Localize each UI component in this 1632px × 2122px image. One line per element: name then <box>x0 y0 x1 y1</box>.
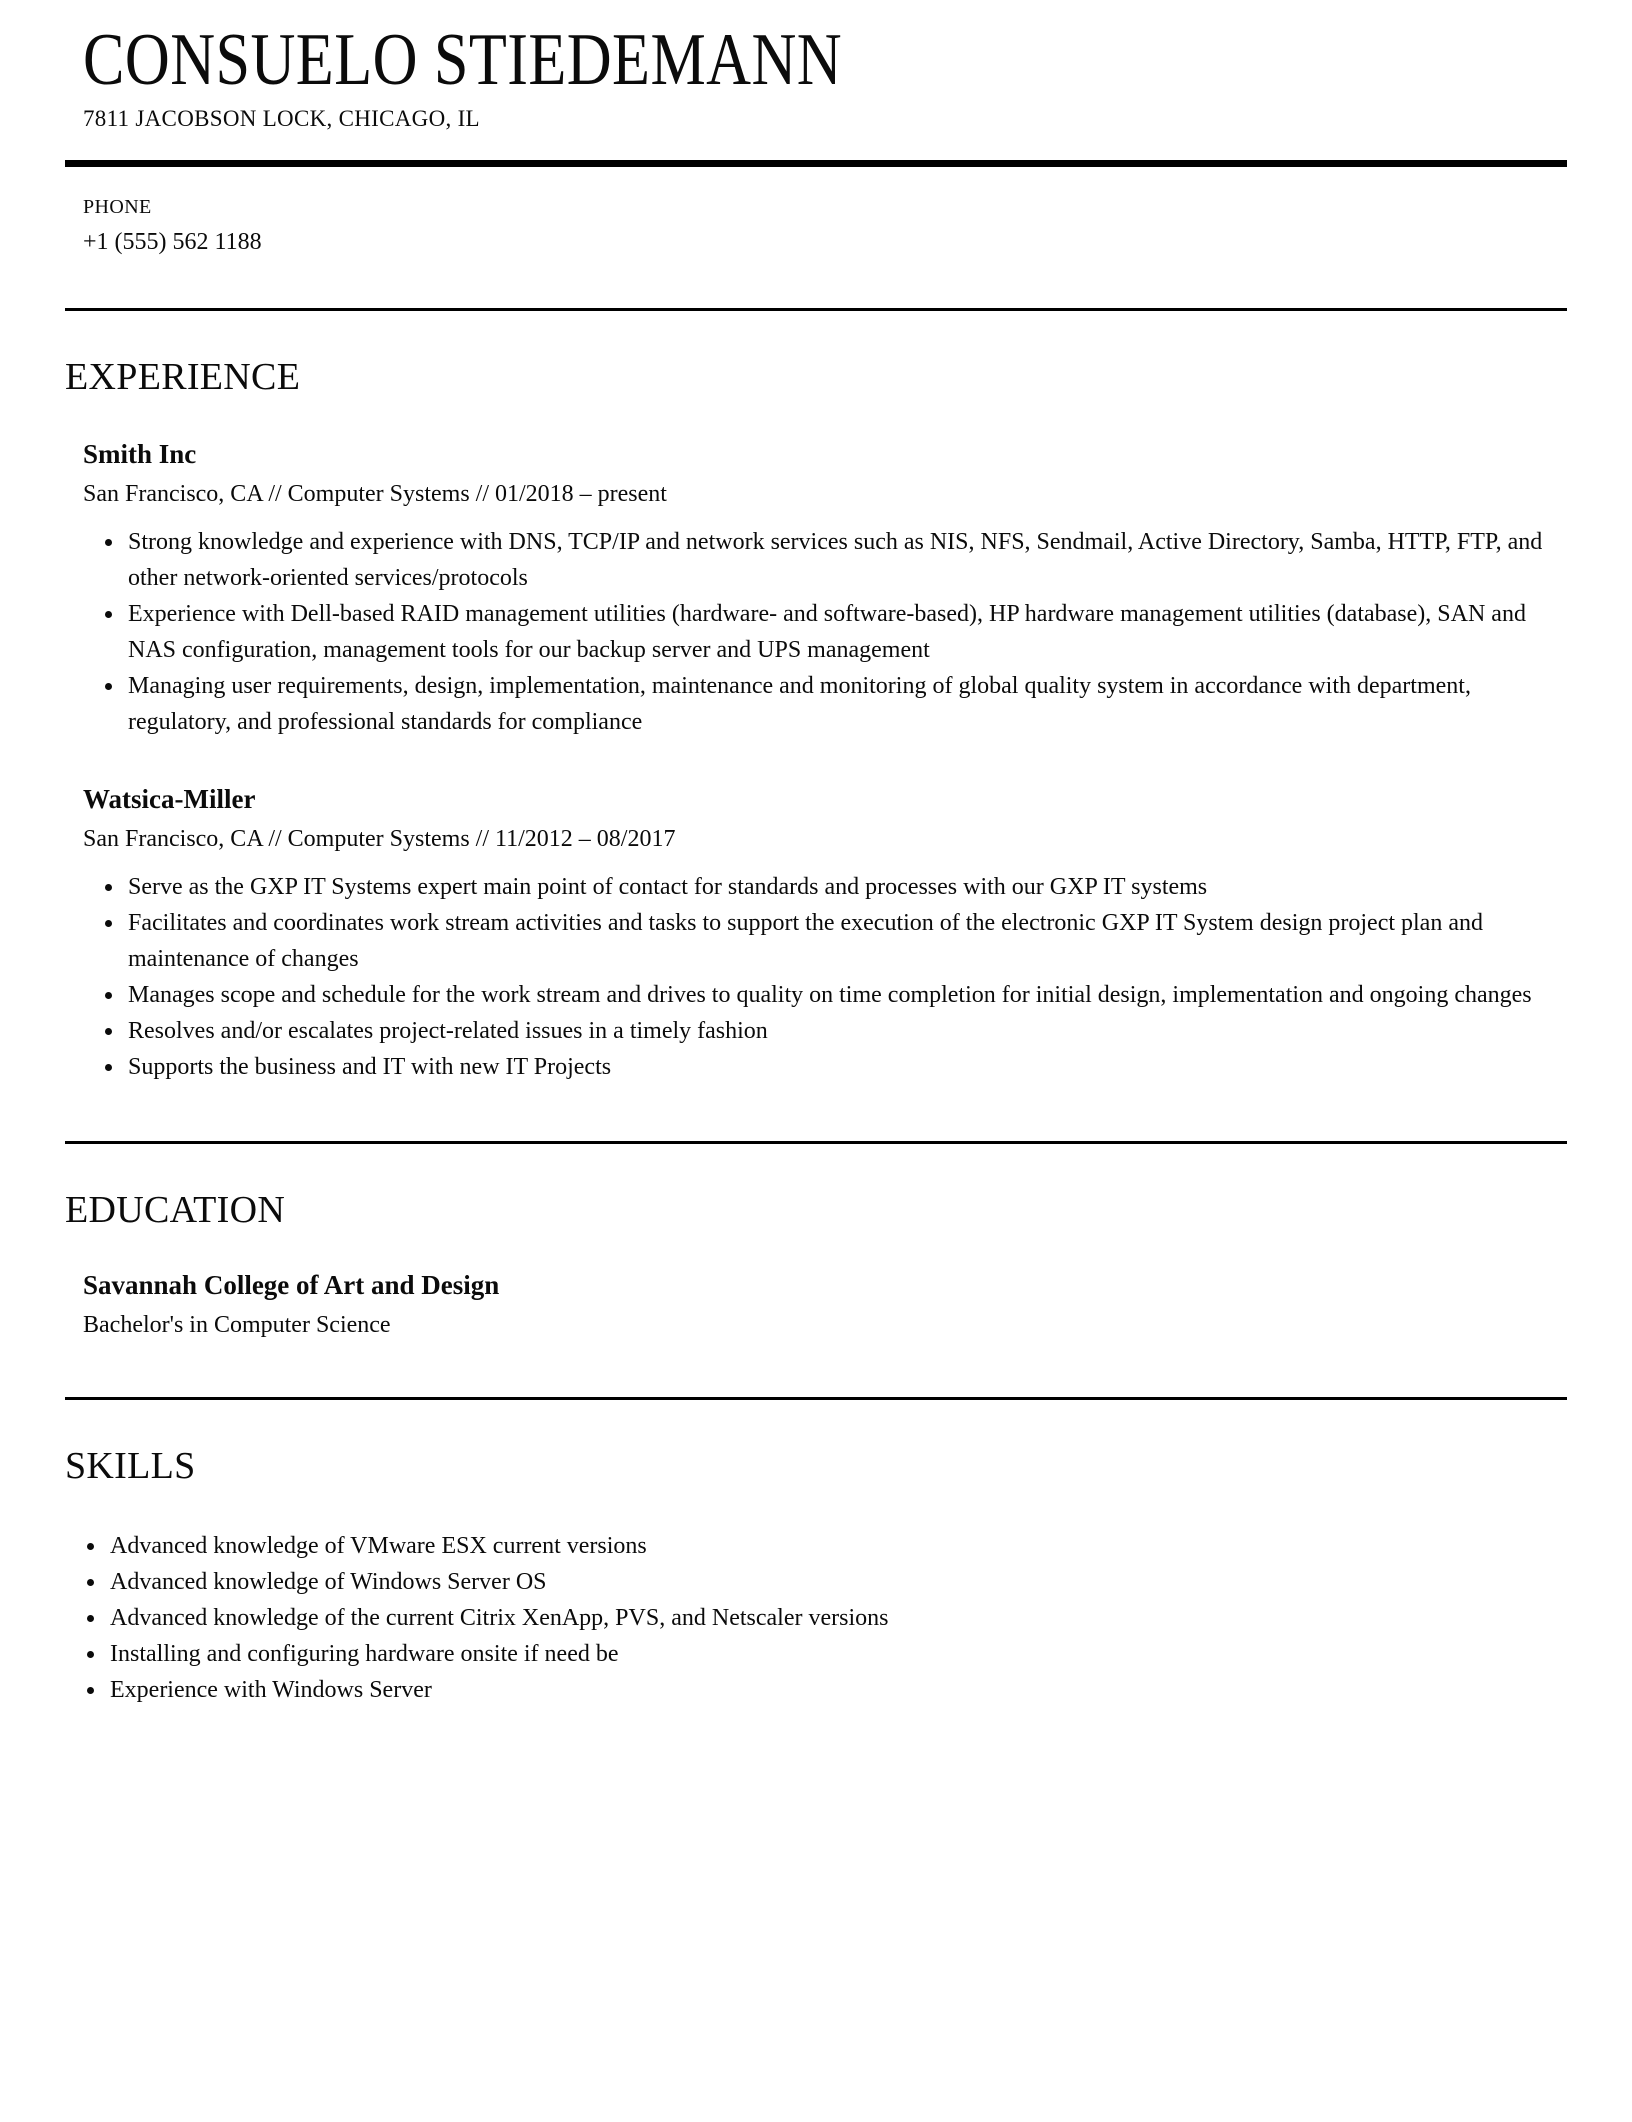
bullet-marker <box>105 920 112 927</box>
bullet-item <box>105 905 1545 977</box>
bullet-text: Strong knowledge and experience with DNS, TCP/IP and network services such as NIS, NFS, Sendmail, Active Directory, Samba, HTTP, FTP, and other network-oriented services/protocols <box>128 529 1543 591</box>
resume-page <box>0 19 1632 2122</box>
bullet-text: Experience with Dell-based RAID management utilities (hardware- and software-based), HP hardware management utilities (database), SAN and NAS configuration, management tools for our backup server and UPS management <box>128 601 1526 663</box>
bullet-text: Experience with Windows Server <box>110 1677 432 1703</box>
experience-heading: EXPERIENCE <box>65 356 301 398</box>
job-meta: San Francisco, CA // Computer Systems // 01/2018 – present <box>83 481 667 507</box>
bullet-marker <box>105 1028 112 1035</box>
bullet-text: Manages scope and schedule for the work stream and drives to quality on time completion for initial design, implementation and ongoing changes <box>128 982 1532 1008</box>
bullet-item <box>105 1049 1545 1085</box>
bullet-item <box>105 869 1545 905</box>
education-heading: EDUCATION <box>65 1189 286 1231</box>
contact-block <box>83 195 1567 256</box>
education-school: Savannah College of Art and Design <box>83 1270 500 1300</box>
skills-section <box>65 1445 1567 1708</box>
bullet-item <box>87 1600 1527 1636</box>
education-entry <box>83 1270 1567 1340</box>
bullet-item <box>87 1528 1527 1564</box>
experience-divider <box>65 1141 1567 1144</box>
job-meta: San Francisco, CA // Computer Systems // 11/2012 – 08/2017 <box>83 826 676 852</box>
bullet-item <box>105 977 1545 1013</box>
skills-list <box>87 1528 1567 1708</box>
bullet-text: Resolves and/or escalates project-related issues in a timely fashion <box>128 1018 768 1044</box>
bullet-item <box>105 524 1545 596</box>
bullet-text: Advanced knowledge of Windows Server OS <box>110 1569 547 1595</box>
bullet-text: Supports the business and IT with new IT Projects <box>128 1054 612 1080</box>
bullet-marker <box>87 1543 94 1550</box>
bullet-text: Facilitates and coordinates work stream activities and tasks to support the execution of the electronic GXP IT System design project plan and maintenance of changes <box>128 910 1483 972</box>
bullet-marker <box>87 1615 94 1622</box>
job-company: Watsica-Miller <box>83 784 256 814</box>
education-divider <box>65 1397 1567 1400</box>
job-bullet-list <box>105 869 1567 1085</box>
bullet-marker <box>87 1651 94 1658</box>
bullet-item <box>105 1013 1545 1049</box>
bullet-text: Advanced knowledge of VMware ESX current versions <box>110 1533 647 1559</box>
bullet-item <box>87 1564 1527 1600</box>
bullet-item <box>105 596 1545 668</box>
bullet-text: Serve as the GXP IT Systems expert main point of contact for standards and processes with our GXP IT systems <box>128 874 1208 900</box>
bullet-text: Advanced knowledge of the current Citrix XenApp, PVS, and Netscaler versions <box>110 1605 889 1631</box>
bullet-item <box>87 1672 1527 1708</box>
experience-section <box>65 356 1567 1085</box>
candidate-name: CONSUELO STIEDEMANN <box>83 19 843 101</box>
bullet-marker <box>105 611 112 618</box>
job-entry <box>83 439 1567 740</box>
contact-divider <box>65 308 1567 311</box>
job-company: Smith Inc <box>83 439 197 469</box>
job-bullet-list <box>105 524 1567 740</box>
bullet-item <box>87 1636 1527 1672</box>
skills-heading: SKILLS <box>65 1445 196 1487</box>
bullet-marker <box>105 539 112 546</box>
education-section <box>65 1189 1567 1340</box>
education-degree: Bachelor's in Computer Science <box>83 1312 391 1338</box>
phone-number: +1 (555) 562 1188 <box>83 229 262 255</box>
header-divider <box>65 160 1567 167</box>
bullet-marker <box>105 1064 112 1071</box>
bullet-marker <box>105 683 112 690</box>
bullet-marker <box>105 884 112 891</box>
phone-label: PHONE <box>83 196 152 218</box>
bullet-marker <box>87 1687 94 1694</box>
bullet-marker <box>87 1579 94 1586</box>
bullet-text: Managing user requirements, design, implementation, maintenance and monitoring of global quality system in accordance with department, regulatory, and professional standards for compliance <box>128 673 1471 735</box>
bullet-marker <box>105 992 112 999</box>
job-entry <box>83 784 1567 1085</box>
bullet-text: Installing and configuring hardware onsite if need be <box>110 1641 619 1667</box>
bullet-item <box>105 668 1545 740</box>
candidate-address: 7811 JACOBSON LOCK, CHICAGO, IL <box>83 106 480 131</box>
